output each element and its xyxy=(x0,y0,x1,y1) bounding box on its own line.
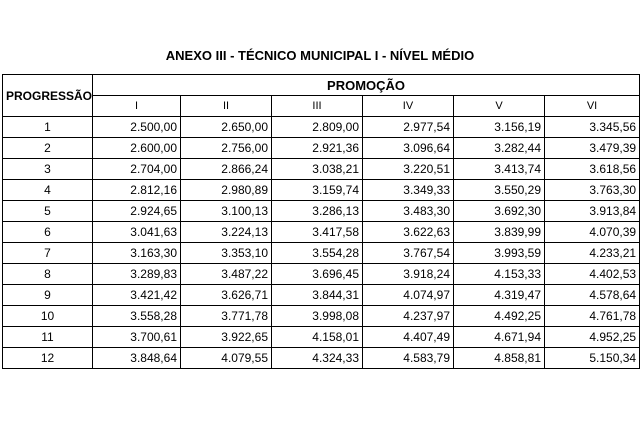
value-cell: 3.156,19 xyxy=(454,117,545,138)
value-cell: 3.763,30 xyxy=(545,180,640,201)
value-cell: 3.922,65 xyxy=(181,327,272,348)
column-header-ii: II xyxy=(181,96,272,117)
value-cell: 3.626,71 xyxy=(181,285,272,306)
value-cell: 3.100,13 xyxy=(181,201,272,222)
value-cell: 3.998,08 xyxy=(272,306,363,327)
progression-cell: 10 xyxy=(3,306,93,327)
value-cell: 3.550,29 xyxy=(454,180,545,201)
value-cell: 3.913,84 xyxy=(545,201,640,222)
progression-cell: 7 xyxy=(3,243,93,264)
value-cell: 2.924,65 xyxy=(93,201,181,222)
value-cell: 3.696,45 xyxy=(272,264,363,285)
progression-cell: 12 xyxy=(3,348,93,369)
value-cell: 3.692,30 xyxy=(454,201,545,222)
value-cell: 4.761,78 xyxy=(545,306,640,327)
value-cell: 3.413,74 xyxy=(454,159,545,180)
table-row xyxy=(3,117,640,138)
value-cell: 2.704,00 xyxy=(93,159,181,180)
value-cell: 3.041,63 xyxy=(93,222,181,243)
value-cell: 3.282,44 xyxy=(454,138,545,159)
table-row xyxy=(3,159,640,180)
value-cell: 4.858,81 xyxy=(454,348,545,369)
header-row-columns xyxy=(3,96,640,117)
progression-cell: 9 xyxy=(3,285,93,306)
column-header-iii: III xyxy=(272,96,363,117)
table-row xyxy=(3,285,640,306)
value-cell: 4.671,94 xyxy=(454,327,545,348)
value-cell: 4.158,01 xyxy=(272,327,363,348)
value-cell: 3.479,39 xyxy=(545,138,640,159)
value-cell: 2.980,89 xyxy=(181,180,272,201)
value-cell: 4.237,97 xyxy=(363,306,454,327)
value-cell: 4.074,97 xyxy=(363,285,454,306)
value-cell: 4.324,33 xyxy=(272,348,363,369)
value-cell: 4.402,53 xyxy=(545,264,640,285)
value-cell: 3.417,58 xyxy=(272,222,363,243)
table-row xyxy=(3,264,640,285)
table-row xyxy=(3,348,640,369)
value-cell: 2.812,16 xyxy=(93,180,181,201)
value-cell: 3.163,30 xyxy=(93,243,181,264)
value-cell: 3.286,13 xyxy=(272,201,363,222)
value-cell: 4.492,25 xyxy=(454,306,545,327)
salary-table xyxy=(2,74,640,369)
progression-cell: 6 xyxy=(3,222,93,243)
value-cell: 3.421,42 xyxy=(93,285,181,306)
value-cell: 4.153,33 xyxy=(454,264,545,285)
value-cell: 2.866,24 xyxy=(181,159,272,180)
header-row-group xyxy=(3,75,640,96)
value-cell: 3.848,64 xyxy=(93,348,181,369)
table-row xyxy=(3,180,640,201)
value-cell: 3.096,64 xyxy=(363,138,454,159)
value-cell: 4.070,39 xyxy=(545,222,640,243)
table-row xyxy=(3,243,640,264)
value-cell: 2.809,00 xyxy=(272,117,363,138)
table-row xyxy=(3,138,640,159)
value-cell: 3.345,56 xyxy=(545,117,640,138)
value-cell: 4.583,79 xyxy=(363,348,454,369)
column-header-i: I xyxy=(93,96,181,117)
value-cell: 4.952,25 xyxy=(545,327,640,348)
value-cell: 4.079,55 xyxy=(181,348,272,369)
value-cell: 3.993,59 xyxy=(454,243,545,264)
column-header-iv: IV xyxy=(363,96,454,117)
value-cell: 2.500,00 xyxy=(93,117,181,138)
value-cell: 3.839,99 xyxy=(454,222,545,243)
value-cell: 2.650,00 xyxy=(181,117,272,138)
value-cell: 5.150,34 xyxy=(545,348,640,369)
value-cell: 3.289,83 xyxy=(93,264,181,285)
value-cell: 4.319,47 xyxy=(454,285,545,306)
progressao-header: PROGRESSÃO xyxy=(3,75,93,117)
value-cell: 3.159,74 xyxy=(272,180,363,201)
value-cell: 3.918,24 xyxy=(363,264,454,285)
progression-cell: 8 xyxy=(3,264,93,285)
value-cell: 4.407,49 xyxy=(363,327,454,348)
value-cell: 2.921,36 xyxy=(272,138,363,159)
column-header-vi: VI xyxy=(545,96,640,117)
value-cell: 3.349,33 xyxy=(363,180,454,201)
value-cell: 3.483,30 xyxy=(363,201,454,222)
progression-cell: 3 xyxy=(3,159,93,180)
table-row xyxy=(3,201,640,222)
progression-cell: 1 xyxy=(3,117,93,138)
value-cell: 3.767,54 xyxy=(363,243,454,264)
value-cell: 3.618,56 xyxy=(545,159,640,180)
table-row xyxy=(3,306,640,327)
value-cell: 3.622,63 xyxy=(363,222,454,243)
progression-cell: 2 xyxy=(3,138,93,159)
progression-cell: 11 xyxy=(3,327,93,348)
value-cell: 2.977,54 xyxy=(363,117,454,138)
value-cell: 2.756,00 xyxy=(181,138,272,159)
value-cell: 4.578,64 xyxy=(545,285,640,306)
progression-cell: 5 xyxy=(3,201,93,222)
value-cell: 3.700,61 xyxy=(93,327,181,348)
value-cell: 3.038,21 xyxy=(272,159,363,180)
promocao-header: PROMOÇÃO xyxy=(93,75,640,96)
value-cell: 3.771,78 xyxy=(181,306,272,327)
value-cell: 3.558,28 xyxy=(93,306,181,327)
value-cell: 2.600,00 xyxy=(93,138,181,159)
value-cell: 4.233,21 xyxy=(545,243,640,264)
value-cell: 3.844,31 xyxy=(272,285,363,306)
document-title: ANEXO III - TÉCNICO MUNICIPAL I - NÍVEL MÉDIO xyxy=(165,48,475,63)
progression-cell: 4 xyxy=(3,180,93,201)
column-header-v: V xyxy=(454,96,545,117)
value-cell: 3.487,22 xyxy=(181,264,272,285)
table-row xyxy=(3,222,640,243)
value-cell: 3.224,13 xyxy=(181,222,272,243)
value-cell: 3.220,51 xyxy=(363,159,454,180)
value-cell: 3.353,10 xyxy=(181,243,272,264)
value-cell: 3.554,28 xyxy=(272,243,363,264)
table-row xyxy=(3,327,640,348)
